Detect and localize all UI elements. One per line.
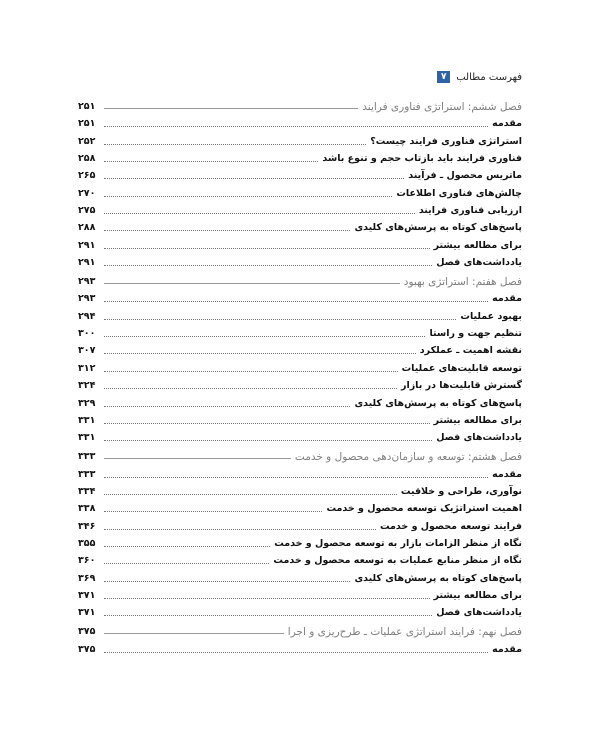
entry-title: توسعه قابلیت‌های عملیات (401, 362, 522, 374)
dot-leader (104, 546, 270, 547)
dot-leader (104, 108, 358, 109)
entry-title: مقدمه (492, 643, 522, 655)
page-number: ۳۴۶ (78, 520, 96, 532)
toc-chapter-heading (78, 444, 522, 463)
dot-leader (104, 406, 350, 407)
entry-title: نگاه از منظر منابع عملیات به توسعه محصول و خدمت (273, 555, 522, 567)
toc-entry (78, 515, 522, 532)
toc-entry (78, 200, 522, 217)
page-number: ۳۷۵ (78, 626, 96, 638)
page-number: ۲۵۸ (78, 153, 96, 165)
table-of-contents (78, 94, 522, 656)
toc-entry (78, 498, 522, 515)
dot-leader (104, 598, 430, 599)
page-number: ۲۵۱ (78, 118, 96, 130)
toc-entry (78, 463, 522, 480)
entry-title: ارزیابی فناوری فرایند (418, 205, 522, 217)
entry-title: مقدمه (492, 293, 522, 305)
toc-entry (78, 357, 522, 374)
entry-title: برای مطالعه بیشتر (433, 239, 522, 251)
toc-chapter-heading (78, 94, 522, 113)
dot-leader (104, 126, 488, 127)
toc-entry (78, 567, 522, 584)
toc-entry (78, 585, 522, 602)
entry-title: فناوری فرایند باید بازتاب حجم و تنوع باشد (322, 153, 522, 165)
toc-entry (78, 217, 522, 234)
dot-leader (104, 529, 376, 530)
toc-entry (78, 481, 522, 498)
entry-title: چالش‌های فناوری اطلاعات (396, 187, 522, 199)
page-number-badge: ۷ (437, 71, 450, 83)
page-number: ۳۲۹ (78, 397, 96, 409)
dot-leader (104, 563, 269, 564)
dot-leader (104, 283, 400, 284)
entry-title: یادداشت‌های فصل (436, 257, 522, 269)
dot-leader (104, 477, 488, 478)
page-number: ۲۷۰ (78, 187, 96, 199)
chapter-title: فصل ششم: استراتژی فناوری فرایند (362, 101, 522, 113)
toc-entry (78, 638, 522, 655)
toc-entry (78, 182, 522, 199)
page-number: ۲۹۴ (78, 310, 96, 322)
page-number: ۲۹۱ (78, 239, 96, 251)
page-header (437, 71, 522, 83)
dot-leader (104, 178, 404, 179)
toc-entry (78, 602, 522, 619)
entry-title: فرایند توسعه محصول و خدمت (379, 520, 522, 532)
page-number: ۲۸۸ (78, 222, 96, 234)
page-number: ۲۶۵ (78, 170, 96, 182)
dot-leader (104, 161, 318, 162)
page-number: ۳۳۸ (78, 503, 96, 515)
dot-leader (104, 319, 456, 320)
toc-entry (78, 533, 522, 550)
page-number: ۲۵۱ (78, 101, 96, 112)
chapter-title: فصل هفتم: استراتژی بهبود (403, 276, 522, 289)
page-number: ۳۷۵ (78, 643, 96, 655)
page-number: ۳۷۱ (78, 607, 96, 619)
page-number: ۳۶۰ (78, 555, 96, 567)
page-number: ۳۳۴ (78, 485, 96, 497)
dot-leader (104, 353, 416, 354)
entry-title: مقدمه (492, 468, 522, 480)
page-number: ۲۵۲ (78, 135, 96, 147)
dot-leader (104, 144, 366, 145)
entry-title: برای مطالعه بیشتر (433, 589, 522, 601)
page-number: ۲۷۵ (78, 205, 96, 217)
toc-entry (78, 392, 522, 409)
page-number: ۳۳۳ (78, 468, 96, 480)
page-number: ۳۶۹ (78, 572, 96, 584)
dot-leader (104, 440, 432, 441)
toc-entry (78, 427, 522, 444)
entry-title: یادداشت‌های فصل (436, 432, 522, 444)
toc-entry (78, 410, 522, 427)
toc-entry (78, 288, 522, 305)
entry-title: ماتریس محصول ـ فرآیند (408, 170, 522, 182)
entry-title: مقدمه (492, 118, 522, 130)
toc-entry (78, 165, 522, 182)
entry-title: نوآوری، طراحی و خلاقیت (400, 485, 522, 497)
chapter-title: فصل هشتم: توسعه و سازمان‌دهی محصول و خدمت (294, 451, 522, 464)
entry-title: اهمیت استراتژیک توسعه محصول و خدمت (326, 503, 522, 515)
dot-leader (104, 615, 432, 616)
entry-title: گسترش قابلیت‌ها در بازار (400, 380, 522, 392)
entry-title: برای مطالعه بیشتر (433, 414, 522, 426)
page-number: ۳۵۵ (78, 537, 96, 549)
dot-leader (104, 388, 397, 389)
dot-leader (104, 301, 488, 302)
toc-entry (78, 305, 522, 322)
entry-title: نقشه اهمیت ـ عملکرد (419, 345, 522, 357)
page-number: ۳۰۰ (78, 328, 96, 340)
dot-leader (104, 423, 430, 424)
page-number: ۳۳۱ (78, 414, 96, 426)
entry-title: پاسخ‌های کوتاه به پرسش‌های کلیدی (354, 397, 522, 409)
dot-leader (104, 371, 398, 372)
toc-chapter-heading (78, 619, 522, 638)
page-number: ۳۳۱ (78, 432, 96, 444)
running-title: فهرست مطالب (456, 71, 522, 83)
chapter-title: فصل نهم: فرایند استراتژی عملیات ـ طرح‌ریزی و اجرا (287, 626, 522, 639)
dot-leader (104, 581, 350, 582)
page-number: ۳۷۱ (78, 589, 96, 601)
entry-title: استراتژی فناوری فرایند چیست؟ (370, 135, 522, 147)
dot-leader (104, 511, 322, 512)
toc-entry (78, 252, 522, 269)
toc-entry (78, 550, 522, 567)
page-number: ۳۳۳ (78, 451, 96, 463)
entry-title: تنظیم جهت و راستا (429, 328, 522, 340)
dot-leader (104, 230, 350, 231)
toc-entry (78, 340, 522, 357)
entry-title: بهبود عملیات (460, 310, 522, 322)
toc-entry (78, 234, 522, 251)
toc-entry (78, 148, 522, 165)
dot-leader (104, 196, 392, 197)
page-number: ۳۱۲ (78, 362, 96, 374)
dot-leader (104, 633, 284, 634)
entry-title: پاسخ‌های کوتاه به پرسش‌های کلیدی (354, 222, 522, 234)
dot-leader (104, 494, 397, 495)
dot-leader (104, 336, 425, 337)
dot-leader (104, 652, 488, 653)
dot-leader (104, 248, 430, 249)
entry-title: یادداشت‌های فصل (436, 607, 522, 619)
dot-leader (104, 458, 291, 459)
toc-chapter-heading (78, 269, 522, 288)
dot-leader (104, 265, 432, 266)
page-number: ۲۹۳ (78, 293, 96, 305)
dot-leader (104, 213, 415, 214)
toc-entry (78, 375, 522, 392)
page-number: ۳۲۴ (78, 380, 96, 392)
toc-entry (78, 113, 522, 130)
page-number: ۲۹۳ (78, 276, 96, 288)
page-number: ۳۰۷ (78, 345, 96, 357)
entry-title: پاسخ‌های کوتاه به پرسش‌های کلیدی (354, 572, 522, 584)
entry-title: نگاه از منظر الزامات بازار به توسعه محصول و خدمت (274, 537, 522, 549)
toc-entry (78, 323, 522, 340)
page-number: ۲۹۱ (78, 257, 96, 269)
toc-entry (78, 130, 522, 147)
